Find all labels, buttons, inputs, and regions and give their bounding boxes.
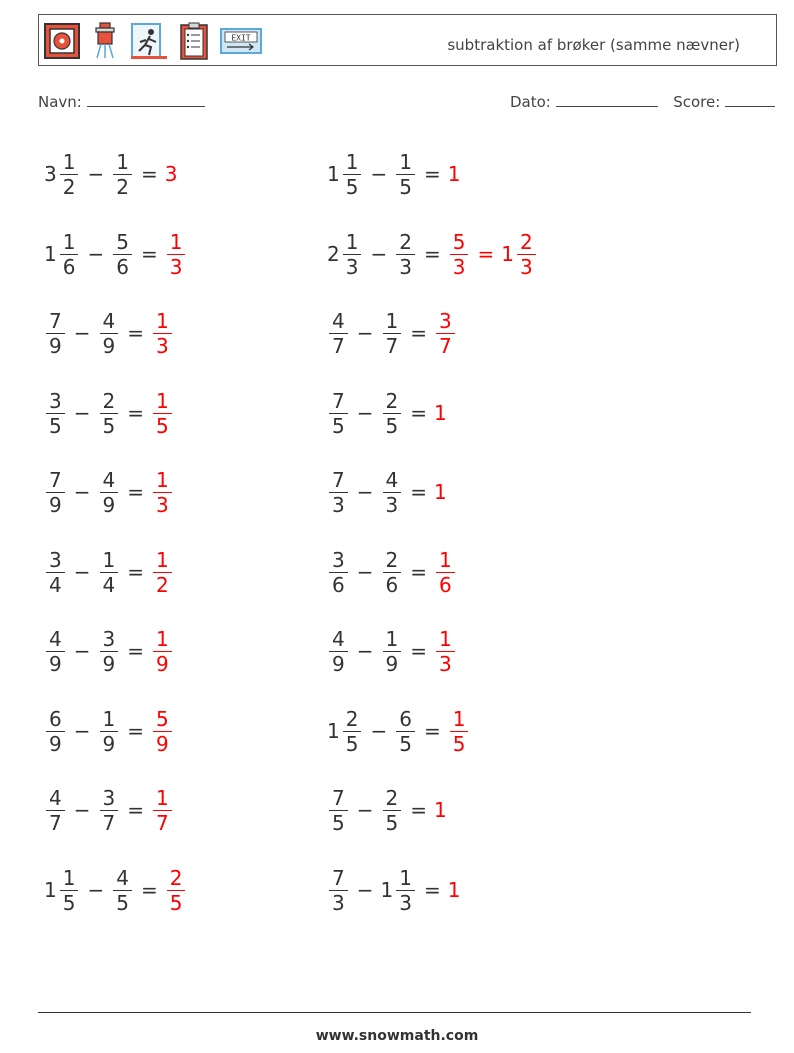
answer-numerator: 1 bbox=[156, 308, 169, 333]
date-score-section bbox=[510, 92, 775, 111]
equals-sign: = bbox=[410, 401, 427, 425]
minuend-numerator: 7 bbox=[49, 308, 62, 333]
problem-item bbox=[44, 302, 174, 364]
subtrahend-fraction bbox=[396, 230, 415, 279]
minus-sign: − bbox=[87, 878, 105, 902]
minuend-denominator: 5 bbox=[332, 810, 345, 835]
minuend-whole: 1 bbox=[44, 878, 57, 902]
problem-item bbox=[44, 859, 187, 921]
subtrahend-numerator: 1 bbox=[399, 865, 412, 890]
equals-sign: = bbox=[127, 719, 144, 743]
answer-denominator: 3 bbox=[519, 254, 533, 279]
subtrahend-numerator: 2 bbox=[102, 388, 116, 413]
minus-sign: − bbox=[356, 401, 374, 425]
subtrahend-denominator: 9 bbox=[385, 651, 399, 676]
worksheet-title: subtraktion af brøker (samme nævner) bbox=[447, 36, 740, 54]
subtrahend-numerator: 2 bbox=[385, 785, 399, 810]
subtrahend-denominator: 3 bbox=[385, 492, 399, 517]
equals-sign: = bbox=[410, 798, 427, 822]
minuend-numerator: 4 bbox=[332, 626, 345, 651]
minuend-numerator: 7 bbox=[332, 785, 345, 810]
problem-item bbox=[44, 779, 174, 841]
minus-sign: − bbox=[370, 242, 388, 266]
problem-item bbox=[327, 700, 470, 762]
subtrahend-fraction bbox=[383, 548, 402, 597]
minuend-numerator: 3 bbox=[49, 388, 62, 413]
minuend-denominator: 5 bbox=[62, 890, 76, 915]
minuend-fraction bbox=[343, 150, 362, 199]
footer-website: www.snowmath.com bbox=[315, 1028, 479, 1044]
answer-fraction bbox=[153, 786, 172, 835]
minuend-numerator: 7 bbox=[332, 865, 345, 890]
minus-sign: − bbox=[73, 639, 91, 663]
subtrahend-numerator: 3 bbox=[102, 626, 116, 651]
subtrahend-denominator: 7 bbox=[102, 810, 116, 835]
minuend-fraction bbox=[329, 548, 348, 597]
subtrahend-fraction bbox=[100, 786, 119, 835]
footer-divider bbox=[38, 1012, 751, 1013]
subtrahend-denominator: 5 bbox=[399, 174, 412, 199]
minuend-denominator: 3 bbox=[332, 492, 345, 517]
minuend-denominator: 9 bbox=[332, 651, 345, 676]
subtrahend-fraction bbox=[383, 389, 402, 438]
minus-sign: − bbox=[356, 321, 374, 345]
emergency-exit-icon bbox=[129, 21, 169, 61]
subtrahend-numerator: 2 bbox=[399, 229, 412, 254]
subtrahend-fraction bbox=[383, 468, 402, 517]
minuend-denominator: 9 bbox=[49, 333, 62, 358]
minus-sign: − bbox=[73, 560, 91, 584]
header-icons bbox=[43, 21, 263, 61]
minuend-denominator: 5 bbox=[332, 413, 345, 438]
name-section bbox=[38, 92, 205, 111]
subtrahend-denominator: 6 bbox=[116, 254, 129, 279]
answer-whole: 1 bbox=[434, 480, 447, 504]
subtrahend-fraction bbox=[396, 150, 415, 199]
minuend-whole: 1 bbox=[327, 162, 340, 186]
subtrahend-fraction bbox=[100, 627, 119, 676]
problem-item bbox=[327, 779, 448, 841]
subtrahend-fraction bbox=[113, 866, 132, 915]
minuend-denominator: 6 bbox=[332, 572, 345, 597]
problem-item bbox=[327, 620, 457, 682]
minus-sign: − bbox=[87, 162, 105, 186]
problem-item bbox=[327, 143, 461, 205]
answer-denominator: 9 bbox=[156, 731, 169, 756]
minus-sign: − bbox=[356, 639, 374, 663]
target-icon bbox=[43, 21, 81, 61]
subtrahend-denominator: 9 bbox=[102, 492, 116, 517]
answer-denominator: 7 bbox=[156, 810, 169, 835]
minus-sign: − bbox=[356, 798, 374, 822]
minuend-whole: 2 bbox=[327, 242, 340, 266]
minuend-numerator: 1 bbox=[62, 229, 76, 254]
subtrahend-numerator: 1 bbox=[385, 308, 399, 333]
minus-sign: − bbox=[356, 878, 374, 902]
problem-item bbox=[44, 223, 187, 285]
equals-sign: = bbox=[423, 878, 441, 902]
minuend-numerator: 4 bbox=[49, 785, 62, 810]
equals-sign: = bbox=[127, 798, 144, 822]
subtrahend-fraction bbox=[100, 468, 119, 517]
minuend-fraction bbox=[343, 230, 362, 279]
subtrahend-numerator: 4 bbox=[102, 308, 116, 333]
subtrahend-denominator: 7 bbox=[385, 333, 399, 358]
answer-fraction bbox=[436, 627, 455, 676]
name-field[interactable] bbox=[87, 92, 205, 107]
subtrahend-fraction bbox=[383, 309, 402, 358]
minuend-fraction bbox=[46, 707, 65, 756]
minuend-fraction bbox=[46, 389, 65, 438]
answer-numerator: 1 bbox=[156, 467, 169, 492]
subtrahend-denominator: 5 bbox=[102, 413, 116, 438]
score-field[interactable] bbox=[725, 92, 775, 107]
problem-item bbox=[44, 620, 174, 682]
answer-numerator: 3 bbox=[439, 308, 452, 333]
minuend-numerator: 4 bbox=[49, 626, 62, 651]
answer-whole: 1 bbox=[434, 798, 447, 822]
minuend-numerator: 1 bbox=[345, 229, 359, 254]
answer-numerator: 1 bbox=[452, 706, 466, 731]
subtrahend-numerator: 2 bbox=[385, 547, 399, 572]
problem-item bbox=[44, 143, 178, 205]
subtrahend-numerator: 4 bbox=[385, 467, 399, 492]
answer-denominator: 3 bbox=[156, 492, 169, 517]
minus-sign: − bbox=[356, 480, 374, 504]
problem-item bbox=[327, 382, 448, 444]
equals-sign: = bbox=[140, 878, 158, 902]
date-label: Dato: bbox=[510, 93, 551, 111]
minuend-fraction bbox=[329, 627, 348, 676]
subtrahend-denominator: 3 bbox=[399, 890, 412, 915]
answer-fraction bbox=[436, 309, 455, 358]
answer-fraction bbox=[153, 707, 172, 756]
answer-fraction bbox=[153, 309, 172, 358]
answer-fraction bbox=[450, 230, 469, 279]
minuend-numerator: 4 bbox=[332, 308, 345, 333]
date-field[interactable] bbox=[556, 92, 658, 107]
minuend-fraction bbox=[329, 468, 348, 517]
subtrahend-numerator: 6 bbox=[399, 706, 412, 731]
answer-denominator: 5 bbox=[452, 731, 466, 756]
answer-numerator: 1 bbox=[156, 626, 169, 651]
minuend-denominator: 5 bbox=[345, 174, 359, 199]
problem-item bbox=[44, 461, 174, 523]
subtrahend-fraction bbox=[100, 548, 119, 597]
minuend-denominator: 5 bbox=[345, 731, 359, 756]
subtrahend-numerator: 1 bbox=[102, 547, 116, 572]
minuend-numerator: 1 bbox=[62, 149, 76, 174]
answer-whole: 3 bbox=[164, 162, 178, 186]
subtrahend-denominator: 5 bbox=[385, 413, 399, 438]
answer-whole: 1 bbox=[447, 878, 461, 902]
worksheet-header bbox=[38, 14, 777, 66]
answer-fraction bbox=[167, 230, 186, 279]
answer-denominator: 9 bbox=[156, 651, 169, 676]
answer-fraction bbox=[167, 866, 186, 915]
minuend-denominator: 3 bbox=[332, 890, 345, 915]
equals-sign: = bbox=[410, 321, 427, 345]
answer-numerator: 1 bbox=[156, 785, 169, 810]
subtrahend-numerator: 3 bbox=[102, 785, 116, 810]
subtrahend-fraction bbox=[113, 230, 132, 279]
subtrahend-numerator: 1 bbox=[399, 149, 412, 174]
subtrahend-fraction bbox=[100, 389, 119, 438]
minuend-denominator: 4 bbox=[49, 572, 62, 597]
minus-sign: − bbox=[370, 719, 388, 743]
equals-sign: = bbox=[127, 321, 144, 345]
subtrahend-fraction bbox=[383, 786, 402, 835]
subtrahend-numerator: 1 bbox=[116, 149, 129, 174]
minuend-denominator: 6 bbox=[62, 254, 76, 279]
answer-fraction bbox=[153, 548, 172, 597]
subtrahend-fraction bbox=[100, 707, 119, 756]
minuend-fraction bbox=[329, 786, 348, 835]
problem-item bbox=[327, 859, 461, 921]
equals-sign: = bbox=[423, 719, 441, 743]
minuend-fraction bbox=[60, 230, 79, 279]
equals-sign: = bbox=[127, 639, 144, 663]
minuend-fraction bbox=[46, 468, 65, 517]
subtrahend-numerator: 1 bbox=[102, 706, 116, 731]
exit-sign-text: EXIT bbox=[231, 33, 251, 43]
subtrahend-denominator: 9 bbox=[102, 333, 116, 358]
answer-numerator: 2 bbox=[169, 865, 183, 890]
equals-sign: = bbox=[410, 480, 427, 504]
minuend-denominator: 9 bbox=[49, 731, 62, 756]
equals-sign: = bbox=[423, 162, 441, 186]
minus-sign: − bbox=[73, 719, 91, 743]
answer-numerator: 1 bbox=[156, 388, 169, 413]
answer-fraction bbox=[153, 468, 172, 517]
lamp-icon bbox=[90, 21, 120, 61]
score-label: Score: bbox=[673, 93, 721, 111]
minuend-numerator: 1 bbox=[62, 865, 76, 890]
subtrahend-fraction bbox=[383, 627, 402, 676]
equals-sign: = bbox=[127, 560, 144, 584]
equals-sign: = bbox=[127, 401, 144, 425]
problem-item bbox=[327, 541, 457, 603]
minuend-numerator: 7 bbox=[49, 467, 62, 492]
minuend-denominator: 3 bbox=[345, 254, 359, 279]
answer-numerator: 1 bbox=[439, 626, 452, 651]
minuend-numerator: 7 bbox=[332, 467, 345, 492]
minuend-denominator: 9 bbox=[49, 651, 62, 676]
subtrahend-fraction bbox=[100, 309, 119, 358]
subtrahend-denominator: 5 bbox=[385, 810, 399, 835]
answer-fraction bbox=[450, 707, 469, 756]
minuend-whole: 1 bbox=[327, 719, 340, 743]
subtrahend-numerator: 2 bbox=[385, 388, 399, 413]
minuend-numerator: 6 bbox=[49, 706, 62, 731]
minuend-denominator: 5 bbox=[49, 413, 62, 438]
minuend-whole: 3 bbox=[44, 162, 57, 186]
exit-sign-icon bbox=[219, 21, 263, 61]
answer-fraction bbox=[153, 627, 172, 676]
minuend-whole: 1 bbox=[44, 242, 57, 266]
answer-numerator: 5 bbox=[452, 229, 466, 254]
minuend-fraction bbox=[329, 866, 348, 915]
answer-whole: 1 bbox=[501, 242, 514, 266]
clipboard-icon bbox=[178, 21, 210, 61]
answer-denominator: 6 bbox=[439, 572, 452, 597]
subtrahend-denominator: 9 bbox=[102, 731, 116, 756]
problem-item bbox=[327, 302, 457, 364]
answer-denominator: 3 bbox=[452, 254, 466, 279]
minuend-fraction bbox=[343, 707, 362, 756]
answer-whole: 1 bbox=[447, 162, 461, 186]
minus-sign: − bbox=[73, 401, 91, 425]
minus-sign: − bbox=[73, 321, 91, 345]
problem-item bbox=[44, 541, 174, 603]
subtrahend-numerator: 5 bbox=[116, 229, 129, 254]
minuend-fraction bbox=[46, 786, 65, 835]
minus-sign: − bbox=[73, 480, 91, 504]
answer-numerator: 1 bbox=[169, 229, 183, 254]
answer-fraction bbox=[436, 548, 455, 597]
minuend-denominator: 7 bbox=[49, 810, 62, 835]
equals-sign: = bbox=[410, 639, 427, 663]
answer-denominator: 3 bbox=[156, 333, 169, 358]
problem-item bbox=[44, 382, 174, 444]
minuend-denominator: 7 bbox=[332, 333, 345, 358]
subtrahend-numerator: 4 bbox=[116, 865, 129, 890]
equals-sign: = bbox=[410, 560, 427, 584]
minus-sign: − bbox=[356, 560, 374, 584]
minuend-numerator: 3 bbox=[49, 547, 62, 572]
minuend-denominator: 2 bbox=[62, 174, 76, 199]
subtrahend-denominator: 9 bbox=[102, 651, 116, 676]
answer-numerator: 1 bbox=[439, 547, 452, 572]
equals-sign: = bbox=[423, 242, 441, 266]
equals-sign: = bbox=[140, 242, 158, 266]
answer-denominator: 5 bbox=[169, 890, 183, 915]
minuend-fraction bbox=[60, 150, 79, 199]
subtrahend-fraction bbox=[396, 866, 415, 915]
minuend-fraction bbox=[46, 309, 65, 358]
minuend-numerator: 2 bbox=[345, 706, 359, 731]
answer-fraction bbox=[153, 389, 172, 438]
subtrahend-denominator: 6 bbox=[385, 572, 399, 597]
subtrahend-fraction bbox=[396, 707, 415, 756]
subtrahend-numerator: 4 bbox=[102, 467, 116, 492]
answer-denominator: 2 bbox=[156, 572, 169, 597]
subtrahend-whole: 1 bbox=[380, 878, 394, 902]
answer-denominator: 3 bbox=[439, 651, 452, 676]
subtrahend-fraction bbox=[113, 150, 132, 199]
answer-denominator: 7 bbox=[439, 333, 452, 358]
answer-fraction bbox=[517, 230, 536, 279]
minuend-numerator: 1 bbox=[345, 149, 359, 174]
minuend-numerator: 3 bbox=[332, 547, 345, 572]
subtrahend-numerator: 1 bbox=[385, 626, 399, 651]
answer-numerator: 5 bbox=[156, 706, 169, 731]
minuend-denominator: 9 bbox=[49, 492, 62, 517]
problem-item bbox=[327, 223, 538, 285]
subtrahend-denominator: 5 bbox=[116, 890, 129, 915]
problem-item bbox=[44, 700, 174, 762]
minus-sign: − bbox=[73, 798, 91, 822]
minuend-fraction bbox=[329, 309, 348, 358]
answer-numerator: 1 bbox=[156, 547, 169, 572]
answer-denominator: 3 bbox=[169, 254, 183, 279]
equals-sign: = bbox=[140, 162, 158, 186]
minuend-numerator: 7 bbox=[332, 388, 345, 413]
minuend-fraction bbox=[329, 389, 348, 438]
subtrahend-denominator: 4 bbox=[102, 572, 116, 597]
name-label: Navn: bbox=[38, 93, 82, 111]
minuend-fraction bbox=[60, 866, 79, 915]
answer-equals-sign: = bbox=[477, 242, 495, 266]
subtrahend-denominator: 5 bbox=[399, 731, 412, 756]
problem-item bbox=[327, 461, 448, 523]
subtrahend-denominator: 2 bbox=[116, 174, 129, 199]
minus-sign: − bbox=[87, 242, 105, 266]
minuend-fraction bbox=[46, 627, 65, 676]
minus-sign: − bbox=[370, 162, 388, 186]
answer-whole: 1 bbox=[434, 401, 447, 425]
equals-sign: = bbox=[127, 480, 144, 504]
minuend-fraction bbox=[46, 548, 65, 597]
answer-denominator: 5 bbox=[156, 413, 169, 438]
answer-numerator: 2 bbox=[519, 229, 533, 254]
subtrahend-denominator: 3 bbox=[399, 254, 412, 279]
